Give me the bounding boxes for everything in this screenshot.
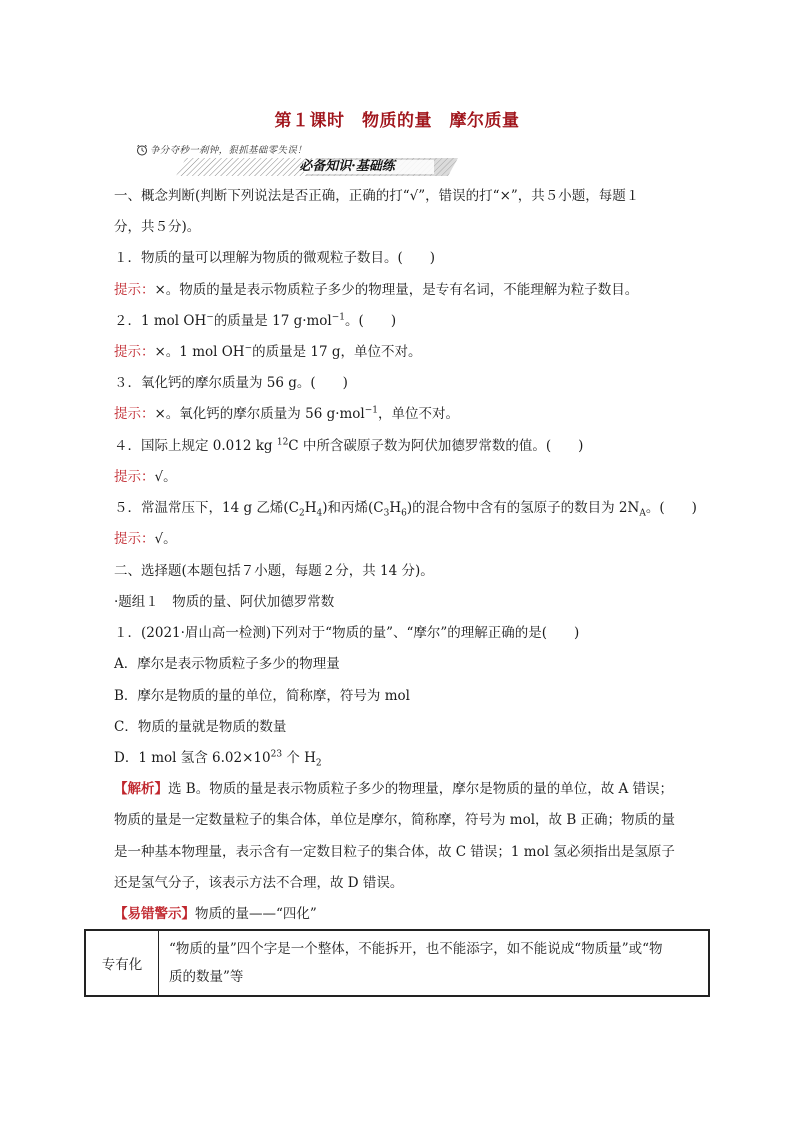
mc-question-1: １．(2021·眉山高一检测)下列对于“物质的量”、“摩尔”的理解正确的是( ) xyxy=(114,625,580,641)
hint-text: ×。物质的量是表示物质粒子多少的物理量，是专有名词，不能理解为粒子数目。 xyxy=(154,282,639,298)
q4-part: C 中所含碳原子数为阿伏加德罗常数的值。( ) xyxy=(288,438,584,454)
analysis-line2: 物质的量是一定数量粒子的集合体，单位是摩尔，简称摩，符号为 mol，故 B 正确；物质的量 xyxy=(114,812,676,828)
table-cell-line: 质的数量”等 xyxy=(169,969,244,985)
option-d-sub: 2 xyxy=(315,758,322,769)
hint-label: 提示： xyxy=(114,282,155,298)
option-d-sup: 23 xyxy=(270,749,283,760)
analysis-text: 选 B。物质的量是表示物质粒子多少的物理量，摩尔是物质的量的单位，故 A 错误； xyxy=(168,781,674,797)
q5-part: ５．常温常压下，14 g 乙烯(C xyxy=(114,500,299,516)
section1-heading-line1: 一、概念判断(判断下列说法是否正确，正确的打“√”，错误的打“×”，共５小题，每题１ xyxy=(114,188,640,204)
hint-sup: −1 xyxy=(364,405,379,416)
q5-part: )和丙烯(C xyxy=(322,500,384,516)
q5-part: 。( ) xyxy=(645,500,697,516)
hint-text: ×。氧化钙的摩尔质量为 56 g·mol xyxy=(154,406,365,422)
question-3: ３．氧化钙的摩尔质量为 56 g。( ) xyxy=(114,375,348,391)
analysis-line1 xyxy=(114,779,694,799)
warning-text: 物质的量——“四化” xyxy=(195,906,317,922)
analysis-line4: 还是氢气分子，该表示方法不合理，故 D 错误。 xyxy=(114,875,404,891)
option-d-part: D．1 mol 氢含 6.02×10 xyxy=(114,750,271,766)
hint-sup: − xyxy=(244,343,253,354)
q4-part: ４．国际上规定 0.012 kg xyxy=(114,438,277,454)
q5-sub: 6 xyxy=(401,508,407,519)
q4-sup: 12 xyxy=(276,437,289,448)
banner-text: 必备知识·基础练 xyxy=(299,159,395,174)
option-d-part: 个 H xyxy=(282,750,316,766)
hint-5 xyxy=(114,529,694,549)
hint-text: ，单位不对。 xyxy=(378,406,460,422)
q2-part: 。( ) xyxy=(345,313,397,329)
table-cell-line: “物质的量”四个字是一个整体，不能拆开，也不能添字，如不能说成“物质量”或“物 xyxy=(169,941,663,957)
q2-sup: − xyxy=(206,312,214,323)
page-title: 第１课时 物质的量 摩尔质量 xyxy=(274,111,520,131)
alarm-clock-icon xyxy=(136,144,148,156)
warning-label: 【易错警示】 xyxy=(114,906,195,922)
option-b: B．摩尔是物质的量的单位，简称摩，符号为 mol xyxy=(114,688,410,704)
question-2 xyxy=(114,311,694,331)
table-cell-text xyxy=(159,930,710,996)
hint-4 xyxy=(114,467,694,487)
q2-part: 的质量是 17 g·mol xyxy=(213,313,332,329)
hint-text: ×。1 mol OH xyxy=(154,344,245,360)
hint-label: 提示： xyxy=(114,406,155,422)
q5-part: )的混合物中含有的氢原子的数目为 2N xyxy=(406,500,640,516)
q5-sub: 4 xyxy=(316,508,323,519)
hint-text: 的质量是 17 g，单位不对。 xyxy=(252,344,422,360)
section1-heading-line2: 分，共５分)。 xyxy=(114,219,201,235)
hint-2 xyxy=(114,342,694,362)
q5-sub: 2 xyxy=(299,508,305,519)
hint-1 xyxy=(114,280,694,300)
question-group-label: ·题组１ 物质的量、阿伏加德罗常数 xyxy=(114,594,335,610)
q5-part: H xyxy=(304,500,317,516)
question-1: １．物质的量可以理解为物质的微观粒子数目。( ) xyxy=(114,250,436,266)
hint-text: √。 xyxy=(154,469,177,485)
section2-heading: 二、选择题(本题包括７小题，每题２分，共 14 分)。 xyxy=(114,563,434,579)
hint-3 xyxy=(114,404,694,424)
table-cell-label: 专有化 xyxy=(85,930,159,996)
hint-label: 提示： xyxy=(114,531,155,547)
warning-line xyxy=(114,904,694,924)
q2-sup: −1 xyxy=(331,312,346,323)
section-banner xyxy=(176,158,458,176)
option-a: A．摩尔是表示物质粒子多少的物理量 xyxy=(114,656,340,672)
table-row xyxy=(85,930,709,996)
hint-label: 提示： xyxy=(114,344,155,360)
motto-text: 争分夺秒一刹钟，狠抓基础零失误！ xyxy=(150,145,307,156)
q5-sub: A xyxy=(639,508,646,519)
q5-part: H xyxy=(389,500,402,516)
option-d xyxy=(114,748,694,768)
option-c: C．物质的量就是物质的数量 xyxy=(114,719,287,735)
q2-part: ２．1 mol OH xyxy=(114,313,207,329)
analysis-line3: 是一种基本物理量，表示含有一定数目粒子的集合体，故 C 错误；1 mol 氢必须指出是氢原子 xyxy=(114,844,675,860)
question-4 xyxy=(114,436,694,456)
hint-label: 提示： xyxy=(114,469,155,485)
hint-text: √。 xyxy=(154,531,177,547)
question-5 xyxy=(114,498,697,519)
analysis-label: 【解析】 xyxy=(114,781,168,797)
q5-sub: 3 xyxy=(383,508,390,519)
summary-table xyxy=(84,929,710,997)
